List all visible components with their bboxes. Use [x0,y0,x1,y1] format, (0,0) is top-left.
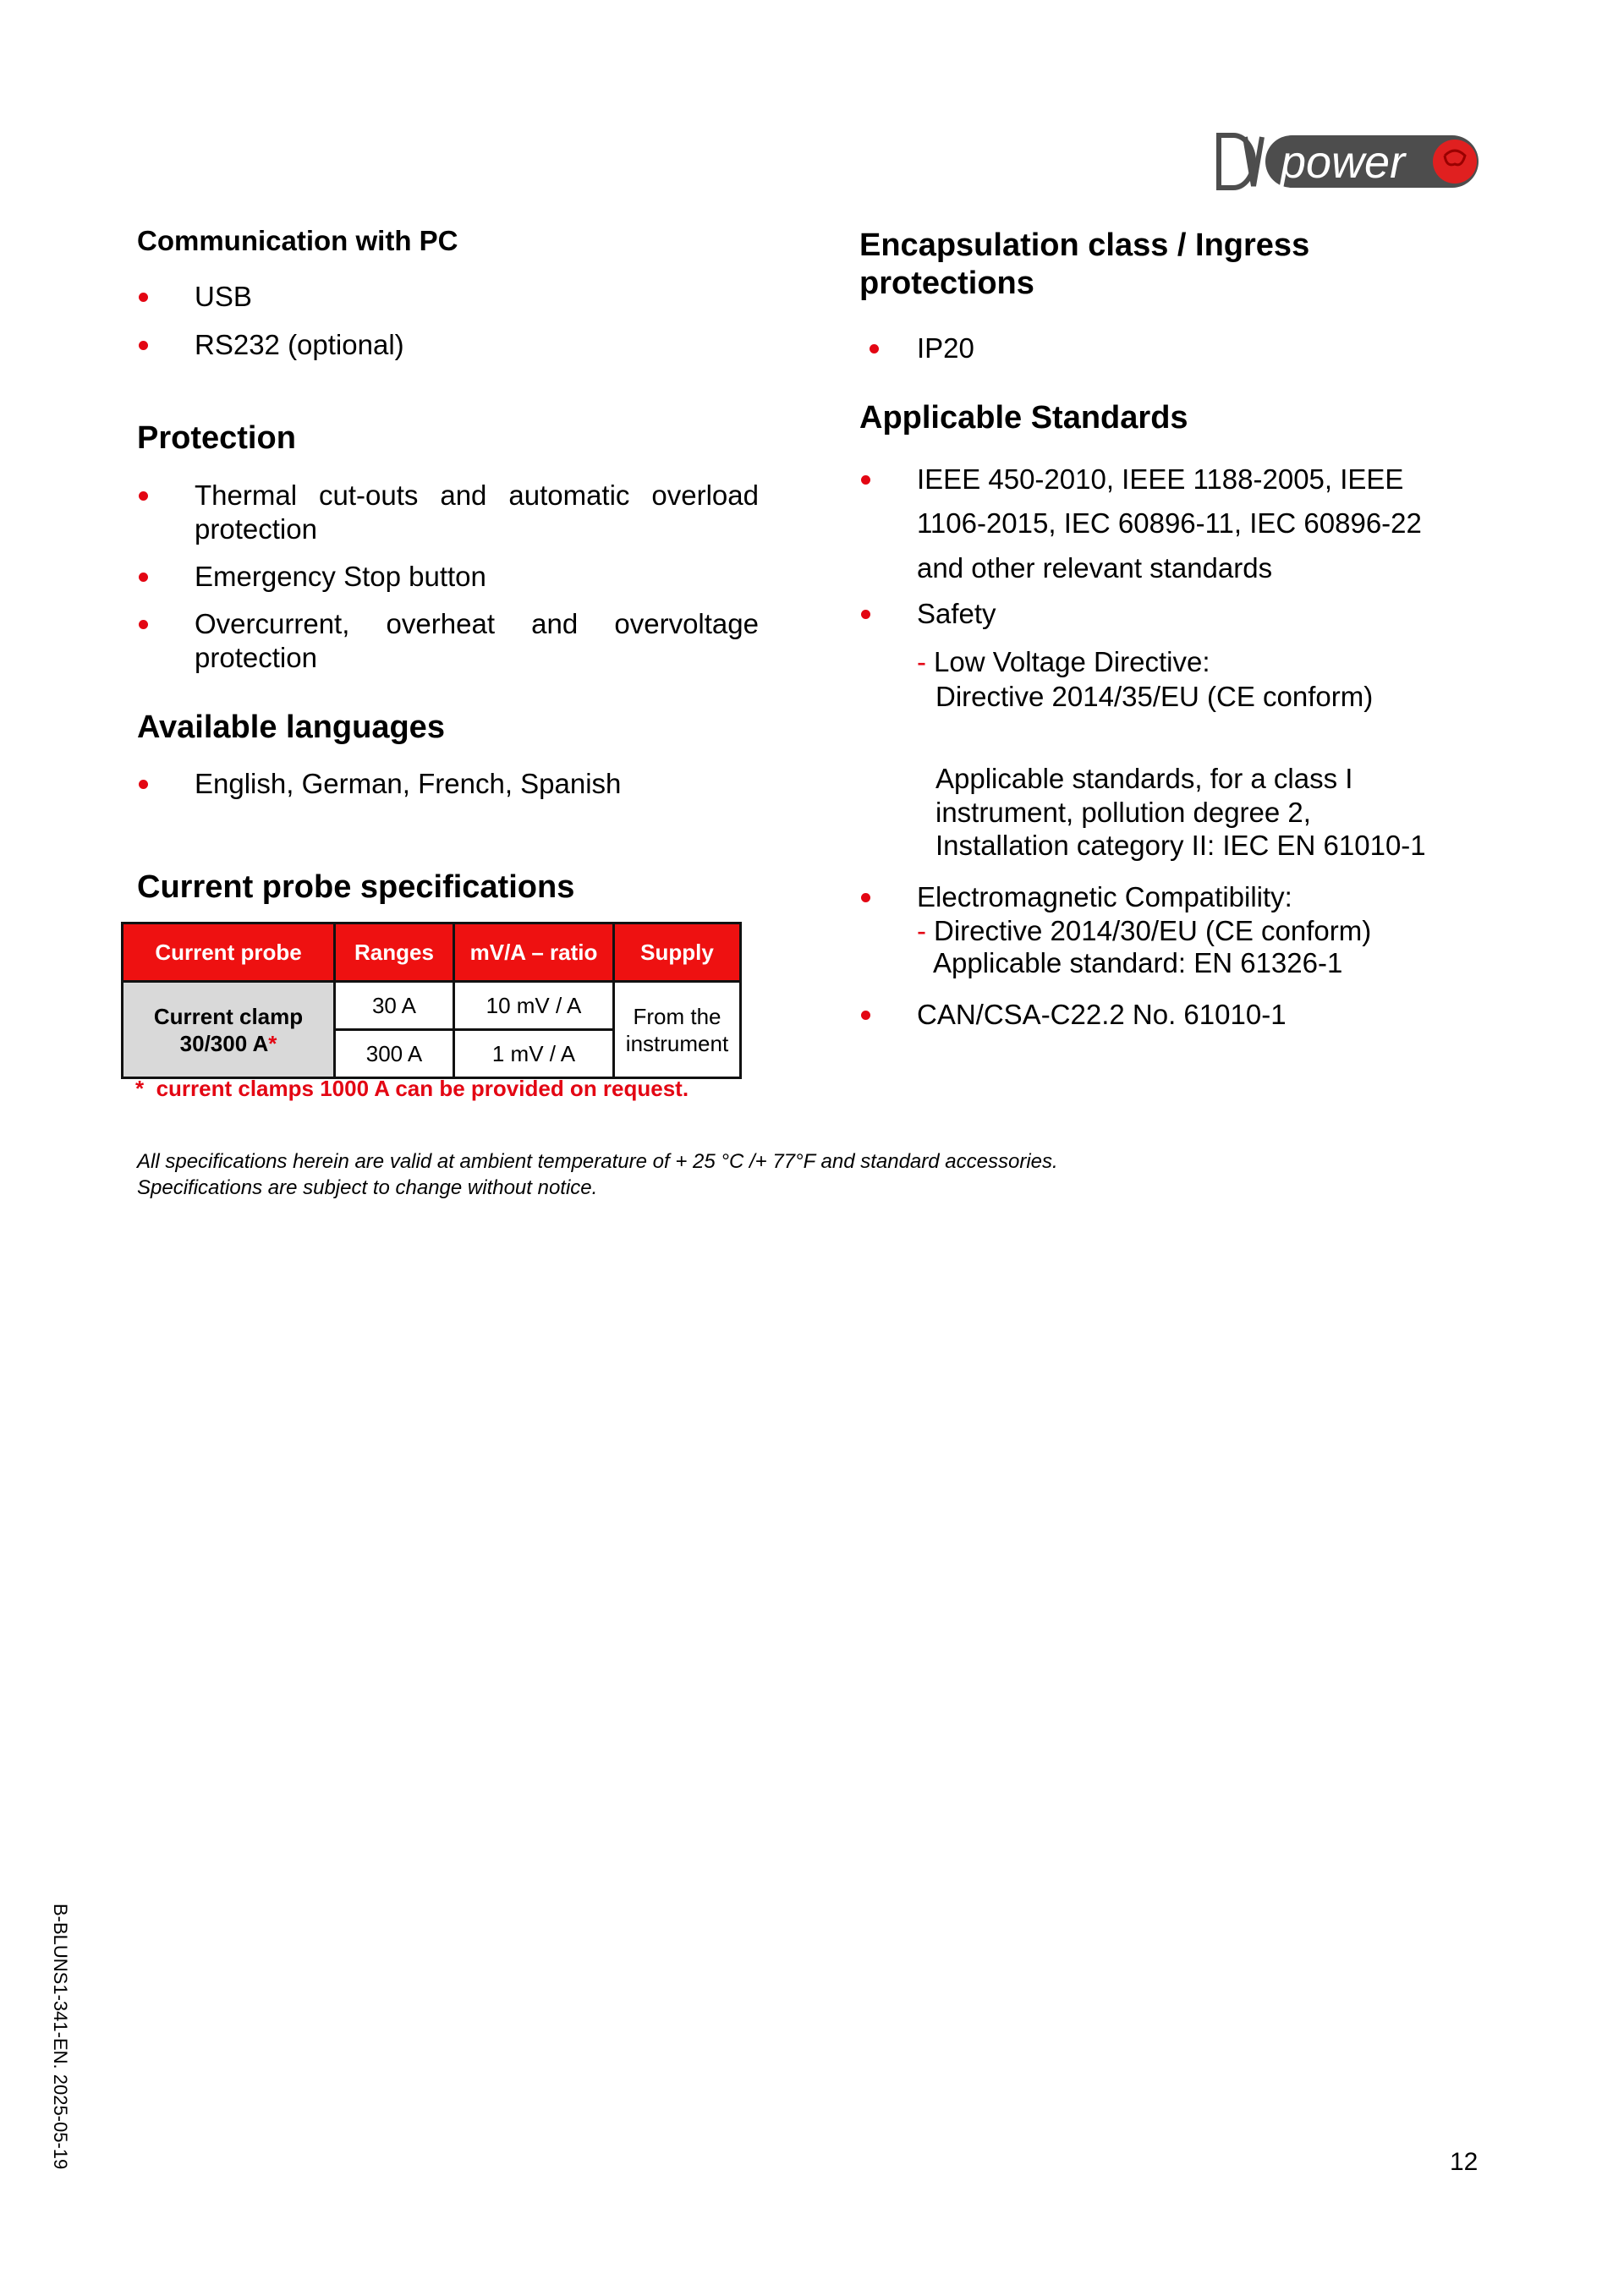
encapsulation-heading: Encapsulation class / Ingress [859,227,1310,263]
bullet-icon [139,620,148,629]
bullet-icon [861,610,870,619]
dv-power-logo [1215,130,1480,192]
bullet-icon [870,344,879,353]
communication-heading: Communication with PC [137,225,458,256]
range-cell: 30 A [335,982,454,1030]
dash-marker: - [917,646,926,677]
supply-line: From the [633,1003,721,1029]
supply-line: instrument [625,1030,729,1056]
probe-name: Current clamp [153,1003,304,1029]
column-header: Ranges [335,923,454,982]
standards-line: Directive 2014/35/EU (CE conform) [935,681,1374,712]
bullet-icon [139,573,148,582]
ratio-cell: 10 mV / A [454,982,614,1030]
standards-line: Directive 2014/30/EU (CE conform) [934,915,1372,946]
languages-heading: Available languages [137,710,445,745]
range-cell: 300 A [335,1030,454,1078]
standards-line: and other relevant standards [917,552,1273,584]
list-item: USB [195,281,252,312]
bullet-icon [139,780,148,789]
column-header: mV/A – ratio [454,923,614,982]
bullet-icon [861,1011,870,1020]
ratio-cell: 1 mV / A [454,1030,614,1078]
list-item: CAN/CSA-C22.2 No. 61010-1 [917,999,1287,1030]
standards-line: Low Voltage Directive: [934,646,1210,677]
protection-heading: Protection [137,420,296,456]
list-item: Electromagnetic Compatibility: [917,881,1292,912]
standards-line: IEEE 450-2010, IEEE 1188-2005, IEEE [917,463,1404,495]
column-header: Current probe [123,923,335,982]
dash-marker: - [917,915,926,946]
supply-cell [614,982,741,1078]
disclaimer: Specifications are subject to change without notice. [137,1176,598,1199]
bullet-icon [861,475,870,485]
standards-line: Applicable standards, for a class I [935,763,1353,794]
list-item: Safety [917,598,996,629]
table-row [123,982,741,1030]
disclaimer: All specifications herein are valid at ambient temperature of + 25 °C /+ 77°F and standard accessories. [137,1150,1058,1173]
svg-text:power: power [1281,137,1406,188]
document-id: B-BLUNS1-341-EN. 2025-05-19 [50,1904,71,2170]
list-item: IP20 [917,332,974,364]
standards-line: Applicable standard: EN 61326-1 [933,947,1343,978]
list-item: English, German, French, Spanish [195,768,622,799]
bullet-icon [139,491,148,501]
standards-heading: Applicable Standards [859,400,1188,436]
probe-name-cell [123,982,335,1078]
standards-line: Installation category II: IEC EN 61010-1 [935,830,1426,861]
list-item: Overcurrent, overheat and overvoltage protection [195,608,759,673]
list-item: Emergency Stop button [195,561,486,592]
standards-line: instrument, pollution degree 2, [935,797,1311,828]
bullet-icon [139,341,148,350]
probe-heading: Current probe specifications [137,869,575,905]
encapsulation-heading: protections [859,266,1034,301]
standards-line: 1106-2015, IEC 60896-11, IEC 60896-22 [917,507,1422,539]
probe-table [121,922,742,1079]
page-number: 12 [1450,2148,1479,2176]
bullet-icon [861,893,870,902]
list-item: RS232 (optional) [195,329,404,360]
column-header: Supply [614,923,741,982]
probe-range: 30/300 A [179,1030,269,1056]
table-footnote: * current clamps 1000 A can be provided on request. [135,1076,689,1101]
list-item: Thermal cut-outs and automatic overload protection [195,479,759,545]
asterisk: * [268,1030,277,1056]
bullet-icon [139,293,148,302]
